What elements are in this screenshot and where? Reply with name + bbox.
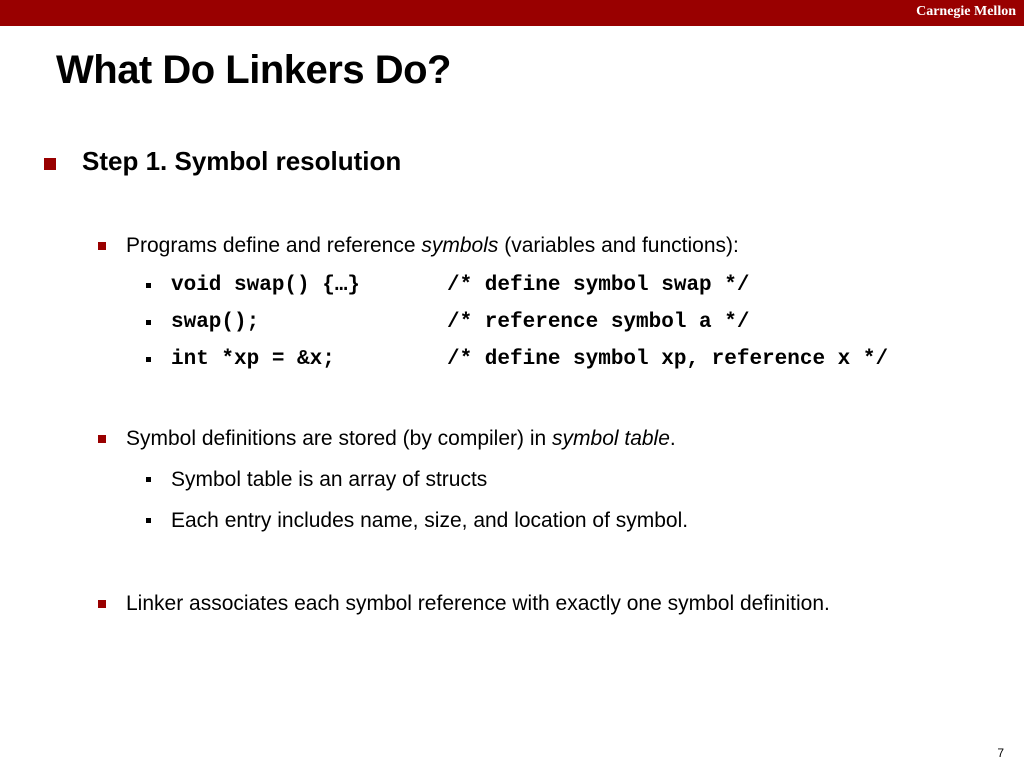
bullet-text-prefix: Symbol definitions are stored (by compiler) in xyxy=(126,427,553,450)
bullet-text-suffix: . xyxy=(669,427,676,450)
page-number: 7 xyxy=(997,746,1004,760)
square-bullet-icon xyxy=(146,320,151,325)
bullet-text: Linker associates each symbol reference with exactly one symbol definition. xyxy=(126,592,830,615)
code-comment: /* reference symbol a */ xyxy=(447,311,750,334)
sub-bullet-text: Each entry includes name, size, and location of symbol. xyxy=(171,509,689,532)
slide-title: What Do Linkers Do? xyxy=(56,48,451,92)
square-bullet-icon xyxy=(44,158,56,170)
bullet-text xyxy=(126,427,676,451)
bullet-text xyxy=(126,234,739,258)
step-label: Step 1. Symbol resolution xyxy=(82,146,402,176)
square-bullet-icon xyxy=(146,283,151,288)
code-comment: /* define symbol swap */ xyxy=(447,274,750,297)
square-bullet-icon xyxy=(146,357,151,362)
brand-label: Carnegie Mellon xyxy=(916,4,1016,19)
bullet-text-emphasis: symbols xyxy=(421,234,499,257)
square-bullet-icon xyxy=(98,600,106,608)
header-bar xyxy=(0,0,1024,26)
code-snippet: swap(); xyxy=(171,311,260,334)
square-bullet-icon xyxy=(146,518,151,523)
bullet-text-prefix: Programs define and reference xyxy=(126,234,422,257)
sub-bullet-text: Symbol table is an array of structs xyxy=(171,468,488,491)
square-bullet-icon xyxy=(98,435,106,443)
code-comment: /* define symbol xp, reference x */ xyxy=(447,348,889,371)
bullet-text-emphasis: symbol table xyxy=(552,427,670,450)
code-snippet: int *xp = &x; xyxy=(171,348,335,371)
square-bullet-icon xyxy=(146,477,151,482)
square-bullet-icon xyxy=(98,242,106,250)
bullet-text-suffix: (variables and functions): xyxy=(498,234,739,257)
code-snippet: void swap() {…} xyxy=(171,274,361,297)
